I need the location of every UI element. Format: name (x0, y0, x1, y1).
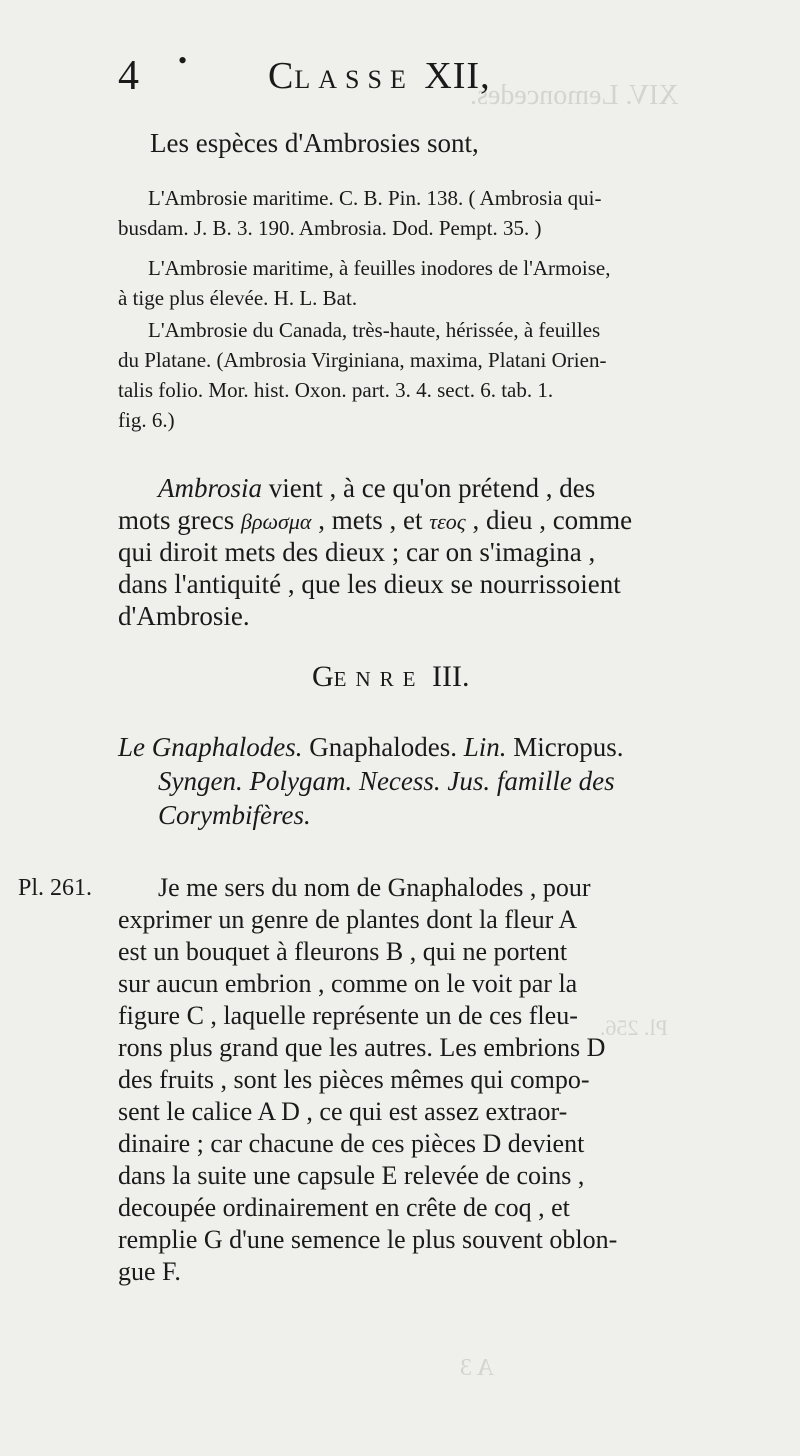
greek-word: βρωσμα (240, 509, 312, 534)
species-line: fig. 6.) (118, 408, 175, 432)
description-line: gue F. (118, 1257, 181, 1286)
species-line: du Platane. (Ambrosia Virginiana, maxima, Platani Orien- (118, 348, 607, 372)
synonymy-text: Lin. (463, 732, 507, 762)
description-line: dans la suite une capsule E relevée de coins , (118, 1161, 585, 1190)
description-line: rons plus grand que les autres. Les embrions D (118, 1033, 606, 1062)
description-line: dinaire ; car chacune de ces pièces D devient (118, 1129, 585, 1158)
latin-word: Ambrosia (158, 473, 263, 503)
species-line: L'Ambrosie maritime, à feuilles inodores de l'Armoise, (148, 256, 611, 280)
description-line: exprimer un genre de plantes dont la fleur A (118, 905, 578, 934)
description-line: est un bouquet à fleurons B , qui ne portent (118, 937, 568, 966)
running-head-number: XII, (424, 55, 491, 97)
species-line: à tige plus élevée. H. L. Bat. (118, 286, 358, 310)
etymology-line (118, 472, 632, 504)
description-line: des fruits , sont les pièces mêmes qui compo- (118, 1065, 590, 1094)
etymology-line: d'Ambrosie. (118, 601, 250, 631)
bleed-through-text: XIV. Lemoncedes. (470, 80, 679, 111)
etymology-text: , dieu , comme (465, 505, 633, 535)
running-head-initial: C (268, 55, 295, 97)
synonymy-line: Corymbifères. (158, 800, 311, 830)
description-line: decoupée ordinairement en crête de coq , et (118, 1193, 570, 1222)
species-line: talis folio. Mor. hist. Oxon. part. 3. 4. sect. 6. tab. 1. (118, 378, 554, 402)
running-head-smallcaps: LASSE (294, 65, 414, 94)
description-line: sur aucun embrion , comme on le voit par la (118, 969, 578, 998)
intro-line: Les espèces d'Ambrosies sont, (150, 128, 479, 158)
species-entry (118, 253, 610, 313)
species-line: L'Ambrosie maritime. C. B. Pin. 138. ( Ambrosia qui- (148, 186, 602, 210)
plate-reference: Pl. 261. (18, 875, 93, 901)
etymology-line: dans l'antiquité , que les dieux se nourrissoient (118, 569, 621, 599)
bleed-through-text: Pl. 256. (600, 1015, 668, 1040)
running-head (268, 54, 491, 98)
synonymy-text: Le Gnaphalodes. (118, 732, 303, 762)
description-line: Je me sers du nom de Gnaphalodes , pour (158, 873, 591, 902)
genus-synonymy (118, 730, 624, 832)
species-line: L'Ambrosie du Canada, très-haute, hérissée, à feuilles (148, 318, 601, 342)
species-line: busdam. J. B. 3. 190. Ambrosia. Dod. Pempt. 35. ) (118, 216, 542, 240)
species-entry (118, 315, 606, 435)
description-line: sent le calice A D , ce qui est assez extraor- (118, 1097, 568, 1126)
printer-dot: • (178, 46, 188, 75)
page-number: 4 (118, 53, 139, 99)
synonymy-text: Gnaphalodes. (302, 732, 464, 762)
synonymy-line: Syngen. Polygam. Necess. Jus. famille des (158, 766, 615, 796)
genre-number: III. (432, 660, 470, 693)
etymology-text: vient , à ce qu'on prétend , des (262, 473, 596, 503)
etymology-text: mots grecs (118, 505, 241, 535)
greek-word: τεος (429, 509, 466, 534)
bleed-through-text: A 3 (460, 1355, 495, 1381)
genre-initial: G (312, 660, 334, 693)
etymology-paragraph (118, 472, 632, 632)
species-entry (118, 183, 602, 243)
description-paragraph (118, 872, 617, 1288)
genre-heading (312, 660, 469, 694)
running-header (118, 46, 758, 102)
etymology-text: , mets , et (311, 505, 430, 535)
description-line: remplie G d'une semence le plus souvent oblon- (118, 1225, 618, 1254)
description-line: figure C , laquelle représente un de ces fleu- (118, 1001, 578, 1030)
etymology-line (118, 504, 632, 536)
etymology-line: qui diroit mets des dieux ; car on s'imagina , (118, 537, 596, 567)
genre-smallcaps: ENRE (333, 667, 425, 691)
synonymy-line (118, 730, 624, 764)
synonymy-text: Micropus. (506, 732, 624, 762)
